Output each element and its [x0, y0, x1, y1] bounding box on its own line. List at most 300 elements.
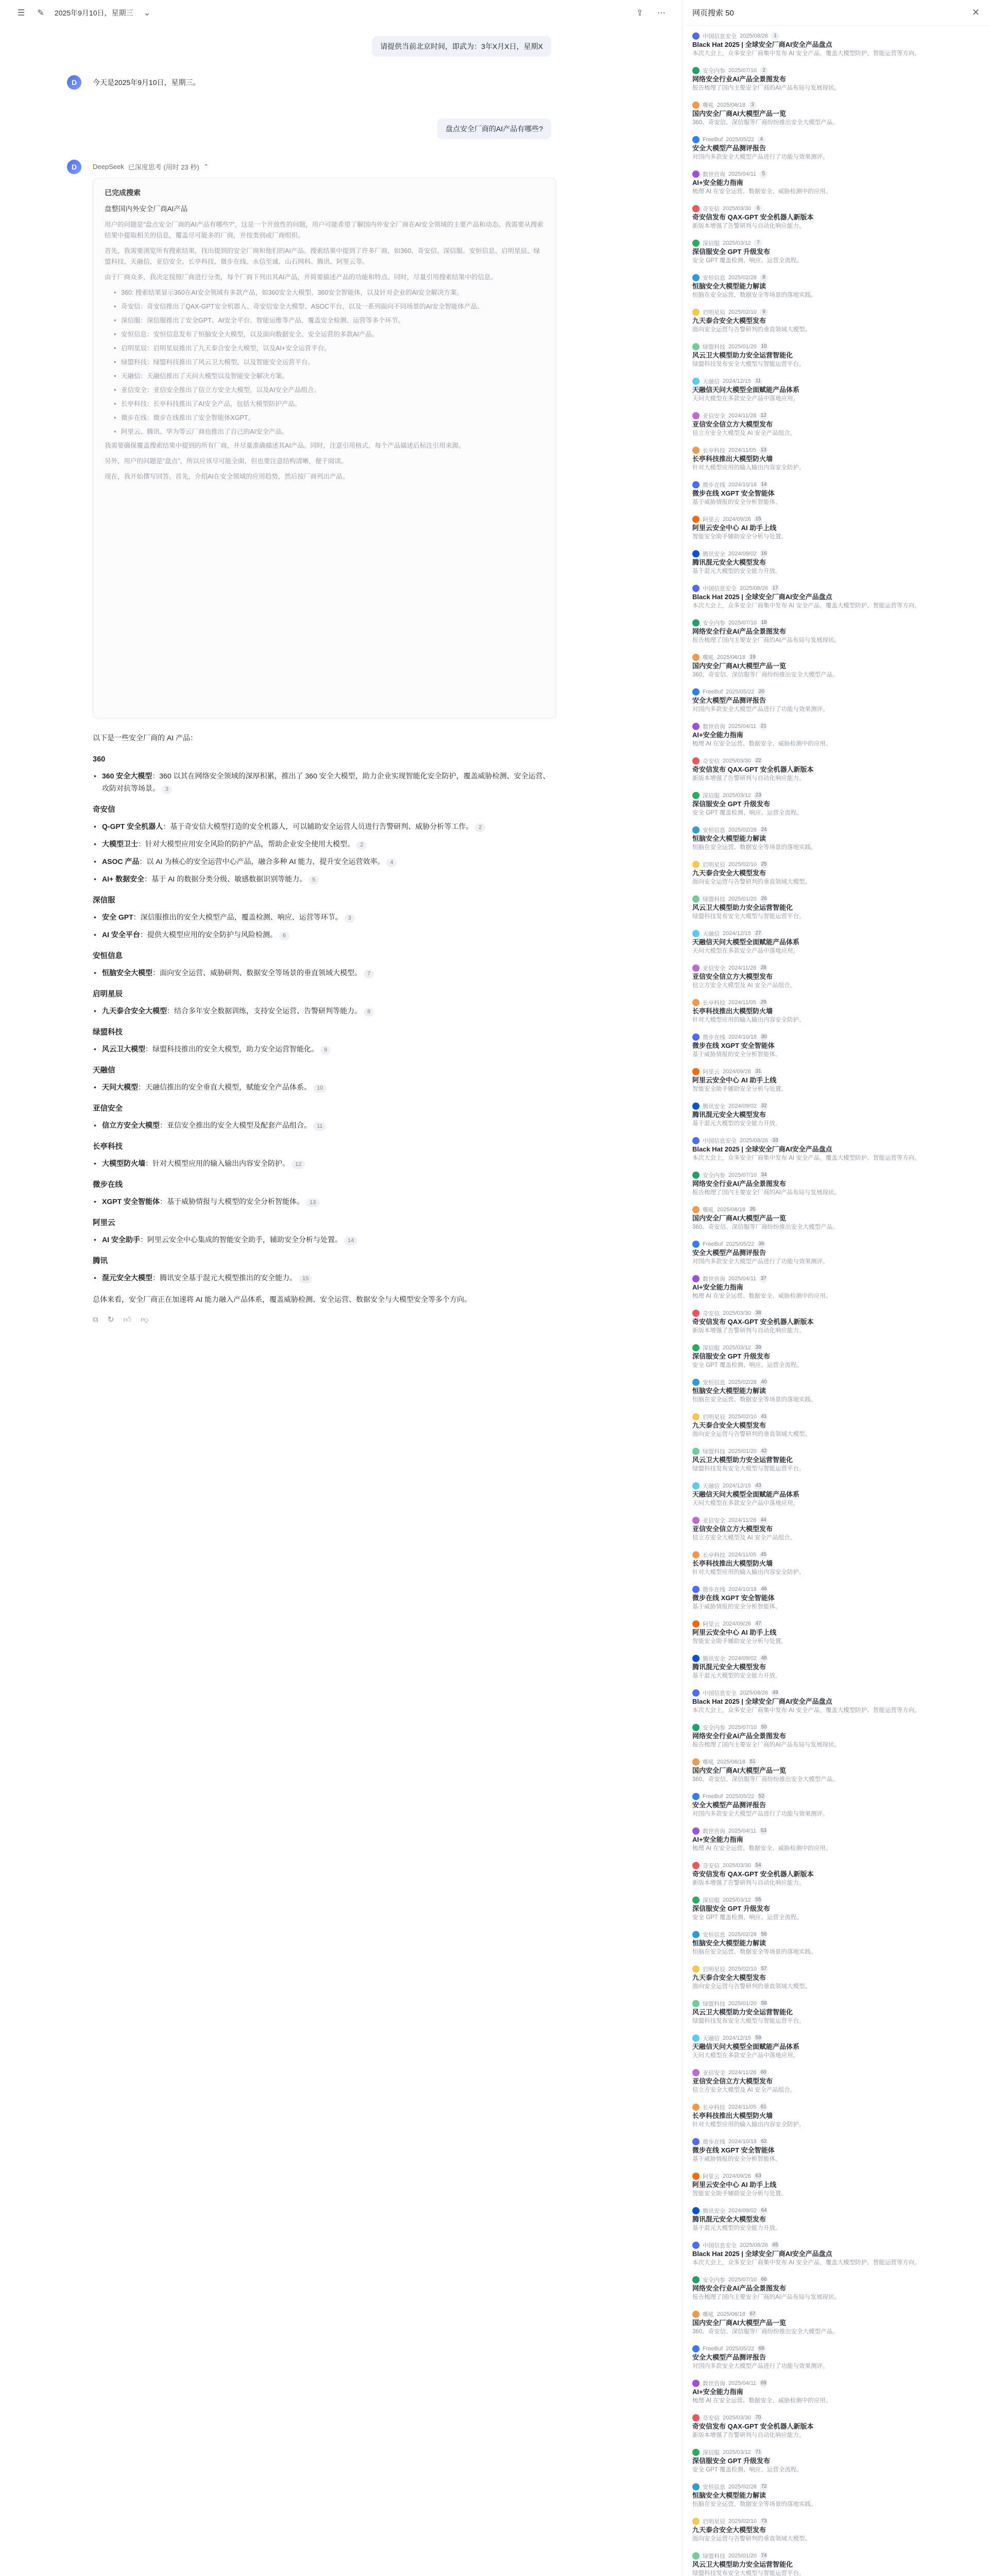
search-result[interactable]: [692, 2342, 980, 2376]
citation-badge[interactable]: 14: [344, 1236, 357, 1245]
search-result[interactable]: [692, 823, 980, 857]
citation-badge[interactable]: 15: [299, 1275, 312, 1283]
result-date: 2025/08/26: [740, 2242, 769, 2248]
result-title[interactable]: Black Hat 2025 | 全球安全厂商AI安全产品盘点: [692, 1698, 832, 1705]
result-date: 2024/09/26: [723, 1069, 752, 1075]
site-favicon-icon: [692, 1103, 700, 1110]
result-title[interactable]: 九天泰合安全大模型发布: [692, 317, 766, 325]
result-snippet: 本次大会上，众多安全厂商集中发布 AI 安全产品，覆盖大模型防护、智能运营等方向。: [692, 1707, 920, 1714]
think-list: [114, 287, 544, 437]
result-index: 33: [771, 1137, 779, 1145]
result-index: 12: [759, 412, 768, 420]
result-title[interactable]: 安全大模型产品测评报告: [692, 2353, 766, 2361]
citation-badge[interactable]: 2: [475, 823, 485, 832]
result-title[interactable]: 恒脑安全大模型能力解读: [692, 835, 766, 842]
result-title[interactable]: 腾讯混元安全大模型发布: [692, 558, 766, 566]
result-source: [692, 308, 980, 316]
search-result[interactable]: [692, 1341, 980, 1375]
site-favicon-icon: [692, 171, 700, 178]
answer-intro: 以下是一些安全厂商的 AI 产品：: [93, 734, 198, 742]
result-title[interactable]: 腾讯混元安全大模型发布: [692, 1111, 766, 1118]
search-result[interactable]: [692, 2549, 980, 2576]
result-site-name: 亚信安全: [703, 2070, 725, 2076]
result-title[interactable]: 天融信天问大模型全面赋能产品体系: [692, 1490, 800, 1498]
search-result[interactable]: [692, 1202, 980, 1237]
result-index: 21: [759, 722, 768, 731]
result-source: [692, 1861, 980, 1870]
result-title[interactable]: 风云卫大模型助力安全运营智能化: [692, 1456, 793, 1464]
result-source: [692, 1033, 980, 1041]
product-desc: ：面向安全运营、威胁研判、数据安全等场景的垂直领域大模型。: [152, 969, 362, 977]
result-site-name: 长亭科技: [703, 1552, 725, 1558]
search-result[interactable]: [692, 1824, 980, 1858]
result-source: [692, 481, 980, 489]
result-title[interactable]: 网络安全行业AI产品全景图发布: [692, 628, 787, 635]
search-result[interactable]: [692, 1064, 980, 1099]
new-chat-icon[interactable]: ✎: [37, 9, 44, 18]
regenerate-icon[interactable]: ↻: [107, 1315, 114, 1324]
conversation-title[interactable]: 2025年9月10日，星期三: [55, 9, 133, 17]
result-source: [692, 2034, 980, 2042]
share-icon[interactable]: ⇪: [636, 9, 643, 18]
result-title[interactable]: 天融信天问大模型全面赋能产品体系: [692, 386, 800, 394]
citation-badge[interactable]: 7: [364, 970, 374, 978]
site-favicon-icon: [692, 1586, 700, 1593]
ai-think-header[interactable]: [93, 162, 209, 172]
search-result[interactable]: [692, 1306, 980, 1341]
search-result[interactable]: [692, 167, 980, 201]
search-result[interactable]: [692, 1927, 980, 1962]
result-site-name: 奇安信: [703, 1863, 720, 1869]
result-date: 2025/03/12: [723, 1897, 752, 1903]
think-paragraph: 由于厂商众多，我决定按照厂商进行分类，每个厂商下列出其AI产品，并简要描述产品的功能和特点。同时，尽量引用搜索结果中的信息。: [105, 274, 497, 281]
result-snippet: 对国内多款安全大模型产品进行了功能与效果测评。: [692, 1259, 829, 1265]
result-title[interactable]: 阿里云安全中心 AI 助手上线: [692, 1076, 777, 1084]
result-title[interactable]: 长亭科技推出大模型防火墙: [692, 455, 773, 463]
search-result[interactable]: [692, 1410, 980, 1444]
search-result[interactable]: [692, 1755, 980, 1789]
result-site-name: FreeBuf: [703, 2346, 723, 2352]
result-title[interactable]: 长亭科技推出大模型防火墙: [692, 1560, 773, 1567]
citation-badge[interactable]: 3: [345, 914, 355, 923]
result-title[interactable]: 奇安信发布 QAX-GPT 安全机器人新版本: [692, 213, 814, 221]
search-result[interactable]: [692, 581, 980, 616]
think-item: • 阿里云、腾讯、华为等云厂商也推出了自己的AI安全产品。: [114, 427, 544, 437]
result-date: 2025/06/18: [717, 2311, 746, 2317]
search-result[interactable]: [692, 754, 980, 788]
site-favicon-icon: [692, 619, 700, 626]
result-title[interactable]: 国内安全厂商AI大模型产品一览: [692, 2319, 787, 2327]
think-item: • 天融信：天融信推出了天问大模型以及智能安全解决方案。: [114, 371, 544, 382]
result-site-name: 安恒信息: [703, 275, 725, 281]
site-favicon-icon: [692, 1862, 700, 1869]
result-date: 2024/11/05: [728, 2104, 757, 2110]
result-source: [692, 2103, 980, 2111]
search-result[interactable]: [692, 616, 980, 650]
result-title[interactable]: 恒脑安全大模型能力解读: [692, 282, 766, 290]
result-title[interactable]: 安全大模型产品测评报告: [692, 1801, 766, 1809]
close-icon[interactable]: ✕: [971, 7, 980, 18]
result-snippet: 本次大会上，众多安全厂商集中发布 AI 安全产品，覆盖大模型防护、智能运营等方向。: [692, 2260, 920, 2266]
result-title[interactable]: 网络安全行业AI产品全景图发布: [692, 2284, 787, 2292]
search-result[interactable]: [692, 1893, 980, 1927]
result-date: 2024/11/05: [728, 447, 757, 453]
result-index: 9: [760, 308, 768, 316]
search-result[interactable]: [692, 1789, 980, 1824]
result-title[interactable]: Black Hat 2025 | 全球安全厂商AI安全产品盘点: [692, 593, 832, 601]
result-title[interactable]: 微步在线 XGPT 安全智能体: [692, 1042, 775, 1049]
result-index: 47: [754, 1620, 762, 1628]
site-favicon-icon: [692, 1068, 700, 1075]
product-item: [93, 1043, 556, 1055]
result-title[interactable]: 九天泰合安全大模型发布: [692, 1974, 766, 1981]
result-index: 43: [754, 1482, 762, 1490]
result-title[interactable]: AI+安全能力指南: [692, 2388, 743, 2396]
result-title[interactable]: 九天泰合安全大模型发布: [692, 1421, 766, 1429]
result-title[interactable]: 国内安全厂商AI大模型产品一览: [692, 1214, 787, 1222]
result-title[interactable]: 风云卫大模型助力安全运营智能化: [692, 351, 793, 359]
result-index: 18: [760, 619, 768, 627]
result-site-name: 安全内参: [703, 1725, 725, 1731]
result-title[interactable]: 亚信安全信立方大模型发布: [692, 973, 773, 980]
result-source: [692, 2379, 980, 2387]
search-result[interactable]: [692, 340, 980, 374]
result-title[interactable]: 国内安全厂商AI大模型产品一览: [692, 110, 787, 117]
result-title[interactable]: 九天泰合安全大模型发布: [692, 869, 766, 877]
result-site-name: 长亭科技: [703, 448, 725, 454]
result-snippet: 智能安全助手辅助安全分析与处置。: [692, 1638, 787, 1645]
result-date: 2025/07/10: [728, 1172, 757, 1178]
search-result[interactable]: [692, 1582, 980, 1617]
result-title[interactable]: 深信服安全 GPT 升级发布: [692, 248, 770, 256]
result-title[interactable]: AI+安全能力指南: [692, 1836, 743, 1843]
result-title[interactable]: 恒脑安全大模型能力解读: [692, 1387, 766, 1395]
result-title[interactable]: 天融信天问大模型全面赋能产品体系: [692, 2043, 800, 2050]
result-title[interactable]: 深信服安全 GPT 升级发布: [692, 1352, 770, 1360]
search-result[interactable]: [692, 443, 980, 478]
result-index: 74: [760, 2552, 768, 2560]
product-item: [93, 928, 556, 941]
result-title[interactable]: 风云卫大模型助力安全运营智能化: [692, 2008, 793, 2016]
result-title[interactable]: 亚信安全信立方大模型发布: [692, 2077, 773, 2085]
site-favicon-icon: [692, 792, 700, 799]
sidebar-toggle-icon[interactable]: ☰: [17, 9, 25, 18]
result-index: 63: [754, 2172, 762, 2180]
result-title[interactable]: 安全大模型产品测评报告: [692, 144, 766, 152]
result-title[interactable]: 深信服安全 GPT 升级发布: [692, 800, 770, 808]
citation-badge[interactable]: 4: [386, 858, 397, 867]
result-title[interactable]: 腾讯混元安全大模型发布: [692, 2215, 766, 2223]
product-item: [93, 1005, 556, 1017]
search-result[interactable]: [692, 2238, 980, 2273]
result-source: [692, 2345, 980, 2353]
search-result[interactable]: [692, 201, 980, 236]
result-title[interactable]: AI+安全能力指南: [692, 1283, 743, 1291]
result-title[interactable]: 阿里云安全中心 AI 助手上线: [692, 1629, 777, 1636]
search-result[interactable]: [692, 512, 980, 547]
search-result[interactable]: [692, 478, 980, 512]
result-date: 2025/04/11: [728, 171, 757, 177]
site-favicon-icon: [692, 2173, 700, 2180]
result-title[interactable]: 天融信天问大模型全面赋能产品体系: [692, 938, 800, 946]
result-site-name: 安全内参: [703, 1173, 725, 1179]
vendor-heading: 启明星辰: [93, 990, 123, 998]
result-date: 2025/07/10: [728, 67, 757, 74]
result-title[interactable]: 国内安全厂商AI大模型产品一览: [692, 1767, 787, 1774]
search-result[interactable]: [692, 132, 980, 167]
search-result[interactable]: [692, 650, 980, 685]
result-index: 59: [754, 2034, 762, 2042]
result-snippet: 基于威胁情报的安全分析智能体。: [692, 499, 781, 505]
result-index: 41: [760, 1413, 768, 1421]
search-result[interactable]: [692, 1686, 980, 1720]
search-result[interactable]: [692, 1617, 980, 1651]
message-actions: [93, 1314, 556, 1326]
citation-badge[interactable]: 11: [313, 1122, 326, 1131]
result-date: 2025/03/12: [723, 2449, 752, 2455]
result-source: [692, 1482, 980, 1490]
ai-message: 今天是2025年9月10日，星期三。: [93, 78, 200, 87]
result-title[interactable]: 风云卫大模型助力安全运营智能化: [692, 904, 793, 911]
result-index: 35: [748, 1206, 757, 1214]
result-source: [692, 550, 980, 558]
result-source: [692, 170, 980, 178]
result-title[interactable]: 微步在线 XGPT 安全智能体: [692, 2146, 775, 2154]
result-date: 2024/09/02: [728, 551, 757, 557]
result-title[interactable]: AI+安全能力指南: [692, 731, 743, 739]
result-site-name: 阿里云: [703, 2174, 720, 2180]
product-desc: ：以 AI 为核心的安全运营中心产品，融合多种 AI 能力，提升安全运营效率。: [139, 857, 385, 866]
result-title[interactable]: 网络安全行业AI产品全景图发布: [692, 75, 787, 83]
site-favicon-icon: [692, 1241, 700, 1248]
result-title[interactable]: 网络安全行业AI产品全景图发布: [692, 1180, 787, 1188]
search-result[interactable]: [692, 29, 980, 63]
result-date: 2025/02/10: [728, 2518, 757, 2524]
result-index: 20: [757, 688, 765, 696]
result-title[interactable]: 长亭科技推出大模型防火墙: [692, 2112, 773, 2120]
search-result[interactable]: [692, 926, 980, 961]
search-result[interactable]: [692, 1375, 980, 1410]
result-title[interactable]: Black Hat 2025 | 全球安全厂商AI安全产品盘点: [692, 1145, 832, 1153]
product-item: [93, 1119, 556, 1131]
result-date: 2025/08/26: [740, 1690, 769, 1696]
think-paragraph: 现在，我开始撰写回答。首先，介绍AI在安全领域的应用趋势，然后按厂商列出产品。: [105, 473, 349, 480]
site-favicon-icon: [692, 2552, 700, 2560]
result-source: [692, 1447, 980, 1455]
search-result[interactable]: [692, 2134, 980, 2169]
search-result[interactable]: [692, 1513, 980, 1548]
result-index: 73: [760, 2517, 768, 2526]
site-favicon-icon: [692, 101, 700, 109]
result-snippet: 梳理 AI 在安全运营、数据安全、威胁检测中的应用。: [692, 2398, 832, 2404]
result-snippet: 安全 GPT 覆盖检测、响应、运营全流程。: [692, 1914, 803, 1921]
think-item: • 绿盟科技：绿盟科技推出了风云卫大模型，以及智能安全运营平台。: [114, 357, 544, 368]
result-site-name: 绿盟科技: [703, 2553, 725, 2560]
copy-icon[interactable]: ⧉: [93, 1315, 98, 1324]
result-title[interactable]: 恒脑安全大模型能力解读: [692, 1939, 766, 1947]
search-result[interactable]: [692, 270, 980, 305]
thumbs-down-icon[interactable]: 👎︎: [140, 1315, 149, 1324]
chevron-down-icon[interactable]: ⌄: [143, 9, 151, 18]
site-favicon-icon: [692, 309, 700, 316]
result-title[interactable]: 微步在线 XGPT 安全智能体: [692, 1594, 775, 1602]
search-result[interactable]: [692, 374, 980, 409]
result-date: 2024/11/28: [728, 413, 757, 419]
search-result[interactable]: [692, 1548, 980, 1582]
search-result[interactable]: [692, 1168, 980, 1202]
result-title[interactable]: 长亭科技推出大模型防火墙: [692, 1007, 773, 1015]
result-title[interactable]: 亚信安全信立方大模型发布: [692, 420, 773, 428]
search-result[interactable]: [692, 2100, 980, 2134]
result-index: 32: [760, 1102, 768, 1110]
search-result[interactable]: [692, 857, 980, 892]
result-title[interactable]: 九天泰合安全大模型发布: [692, 2526, 766, 2534]
search-result[interactable]: [692, 547, 980, 581]
result-title[interactable]: 国内安全厂商AI大模型产品一览: [692, 662, 787, 670]
citation-badge[interactable]: 9: [320, 1046, 331, 1055]
thumbs-up-icon[interactable]: 👍︎: [123, 1315, 131, 1324]
result-title[interactable]: 奇安信发布 QAX-GPT 安全机器人新版本: [692, 766, 814, 773]
search-result[interactable]: [692, 1272, 980, 1306]
search-result[interactable]: [692, 685, 980, 719]
search-result[interactable]: [692, 2445, 980, 2480]
result-source: [692, 343, 980, 351]
result-title[interactable]: 阿里云安全中心 AI 助手上线: [692, 524, 777, 532]
search-result[interactable]: [692, 1858, 980, 1893]
think-item: • 长亭科技：长亭科技推出了AI安全产品，包括大模型防护产品。: [114, 399, 544, 410]
search-result[interactable]: [692, 2307, 980, 2342]
citation-badge[interactable]: 3: [162, 785, 172, 794]
search-result[interactable]: [692, 2376, 980, 2411]
result-site-name: 安恒信息: [703, 827, 725, 834]
citation-badge[interactable]: 12: [292, 1160, 305, 1169]
result-title[interactable]: 恒脑安全大模型能力解读: [692, 2492, 766, 2499]
result-title[interactable]: 微步在线 XGPT 安全智能体: [692, 489, 775, 497]
result-title[interactable]: AI+安全能力指南: [692, 179, 743, 187]
search-result[interactable]: [692, 1099, 980, 1133]
search-result[interactable]: [692, 1996, 980, 2031]
search-result[interactable]: [692, 1651, 980, 1686]
result-source: [692, 377, 980, 385]
result-title[interactable]: 安全大模型产品测评报告: [692, 697, 766, 704]
answer-closing: 总体来看，安全厂商正在加速将 AI 能力融入产品体系，覆盖威胁检测、安全运营、数据安全与大模型安全等多个方向。: [93, 1295, 472, 1303]
result-title[interactable]: 奇安信发布 QAX-GPT 安全机器人新版本: [692, 2422, 814, 2430]
search-result[interactable]: [692, 1444, 980, 1479]
search-result[interactable]: [692, 2411, 980, 2445]
result-site-name: 嘶吼: [703, 1759, 714, 1766]
result-snippet: 梳理 AI 在安全运营、数据安全、威胁检测中的应用。: [692, 1293, 832, 1299]
search-result[interactable]: [692, 1720, 980, 1755]
result-index: 6: [754, 205, 762, 213]
result-title[interactable]: Black Hat 2025 | 全球安全厂商AI安全产品盘点: [692, 41, 832, 48]
result-title[interactable]: 风云卫大模型助力安全运营智能化: [692, 2561, 793, 2568]
result-title[interactable]: 腾讯混元安全大模型发布: [692, 1663, 766, 1671]
search-result[interactable]: [692, 788, 980, 823]
citation-badge[interactable]: 6: [279, 931, 289, 940]
result-title[interactable]: Black Hat 2025 | 全球安全厂商AI安全产品盘点: [692, 2250, 832, 2258]
result-index: 54: [754, 1861, 762, 1870]
more-icon[interactable]: ⋯: [657, 9, 666, 18]
result-index: 50: [760, 1723, 768, 1732]
search-result[interactable]: [692, 409, 980, 443]
citation-badge[interactable]: 10: [313, 1084, 327, 1093]
site-favicon-icon: [692, 2483, 700, 2490]
citation-badge[interactable]: 8: [364, 1008, 374, 1016]
result-title[interactable]: 阿里云安全中心 AI 助手上线: [692, 2181, 777, 2189]
search-result[interactable]: [692, 2480, 980, 2514]
result-source: [692, 791, 980, 800]
search-result[interactable]: [692, 892, 980, 926]
citation-badge[interactable]: 5: [309, 876, 319, 885]
result-snippet: 基于混元大模型的安全能力开放。: [692, 1121, 781, 1127]
result-title[interactable]: 安全大模型产品测评报告: [692, 1249, 766, 1257]
product-name: 大模型防火墙: [102, 1159, 145, 1167]
think-item: • 启明星辰：启明星辰推出了九天泰合安全大模型，以及AI+安全运营平台。: [114, 343, 544, 354]
result-title[interactable]: 深信服安全 GPT 升级发布: [692, 1905, 770, 1912]
search-result[interactable]: [692, 995, 980, 1030]
search-result[interactable]: [692, 2204, 980, 2238]
result-source: [692, 1792, 980, 1801]
search-result[interactable]: [692, 2065, 980, 2100]
result-date: 2025/07/10: [728, 1724, 757, 1731]
result-title[interactable]: 深信服安全 GPT 升级发布: [692, 2457, 770, 2465]
search-result[interactable]: [692, 305, 980, 340]
search-result[interactable]: [692, 1030, 980, 1064]
result-snippet: 新版本增强了告警研判与自动化响应能力。: [692, 1328, 805, 1334]
search-result[interactable]: [692, 719, 980, 754]
site-favicon-icon: [692, 1206, 700, 1213]
thinking-panel: [93, 178, 556, 719]
site-favicon-icon: [692, 1620, 700, 1628]
site-favicon-icon: [692, 585, 700, 592]
citation-badge[interactable]: 13: [306, 1198, 319, 1207]
search-result[interactable]: [692, 2273, 980, 2307]
result-date: 2024/09/02: [728, 1103, 757, 1109]
result-title[interactable]: 奇安信发布 QAX-GPT 安全机器人新版本: [692, 1318, 814, 1326]
result-source: [692, 205, 980, 213]
search-result[interactable]: [692, 1133, 980, 1168]
search-result[interactable]: [692, 961, 980, 995]
result-title[interactable]: 奇安信发布 QAX-GPT 安全机器人新版本: [692, 1870, 814, 1878]
result-snippet: 安全 GPT 覆盖检测、响应、运营全流程。: [692, 1362, 803, 1368]
search-result[interactable]: [692, 1237, 980, 1272]
result-snippet: 报告梳理了国内主要安全厂商的AI产品布局与发展现状。: [692, 85, 840, 91]
search-result[interactable]: [692, 2169, 980, 2204]
search-result[interactable]: [692, 1479, 980, 1513]
result-date: 2025/08/26: [740, 33, 769, 39]
chevron-up-icon[interactable]: ⌃: [203, 162, 209, 171]
search-result[interactable]: [692, 2514, 980, 2549]
search-result[interactable]: [692, 236, 980, 270]
result-title[interactable]: 网络安全行业AI产品全景图发布: [692, 1732, 787, 1740]
result-site-name: 数世咨询: [703, 1276, 725, 1282]
site-favicon-icon: [692, 1965, 700, 1973]
result-index: 60: [759, 2069, 768, 2077]
search-result[interactable]: [692, 63, 980, 98]
search-done-label[interactable]: 已完成搜索: [105, 189, 141, 197]
search-result[interactable]: [692, 2031, 980, 2065]
result-source: [692, 1413, 980, 1421]
result-source: [692, 2276, 980, 2284]
search-result[interactable]: [692, 98, 980, 132]
result-source: [692, 860, 980, 869]
result-site-name: 安全内参: [703, 68, 725, 74]
product-desc: ：针对大模型应用的输入输出内容安全防护。: [145, 1159, 289, 1167]
result-title[interactable]: 亚信安全信立方大模型发布: [692, 1525, 773, 1533]
result-site-name: 腾讯安全: [703, 1656, 725, 1662]
search-result[interactable]: [692, 1962, 980, 1996]
citation-badge[interactable]: 2: [356, 841, 367, 850]
